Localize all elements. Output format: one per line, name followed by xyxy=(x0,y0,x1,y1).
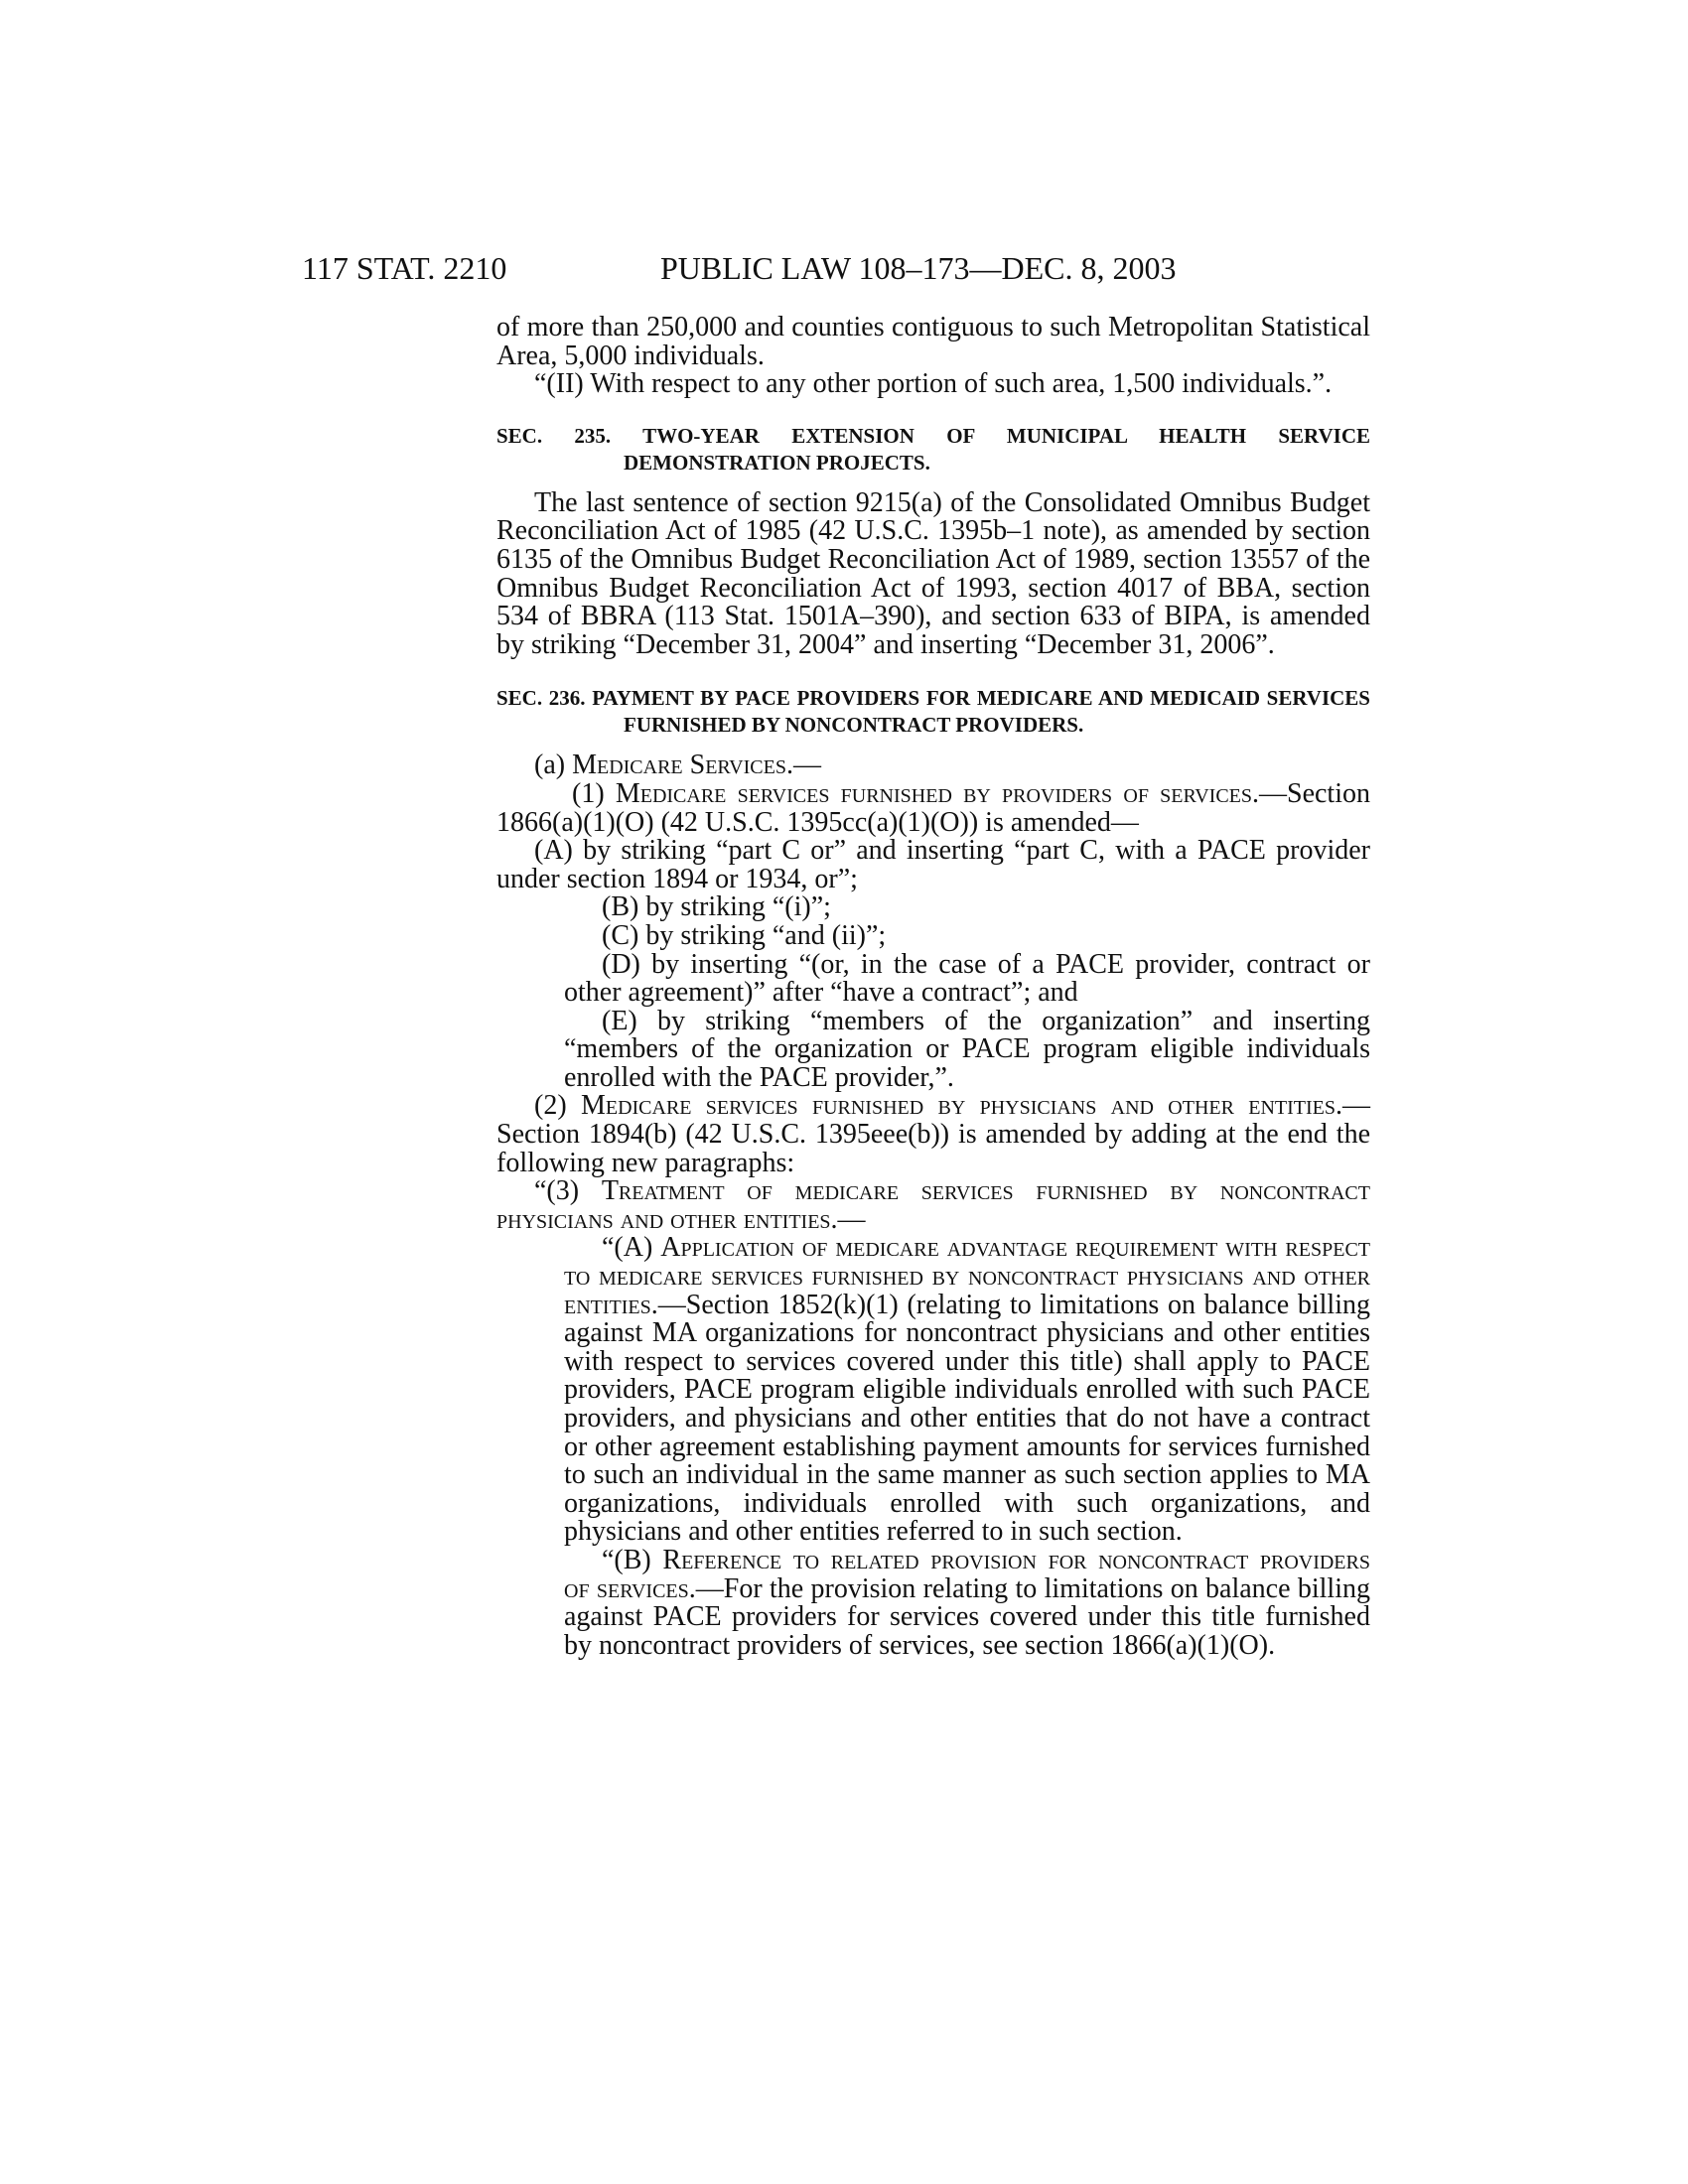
quoted-subparagraph-A-label: “(A) xyxy=(602,1232,661,1264)
paragraph-a1-title: Medicare services furnished by providers of services. xyxy=(615,777,1259,809)
quoted-paragraph-3-label: “(3) xyxy=(534,1175,602,1207)
section-235-heading: SEC. 235. TWO-YEAR EXTENSION OF MUNICIPAL HEALTH SERVICE DEMONSTRATION PROJECTS. xyxy=(496,423,1370,475)
public-law-running-head: PUBLIC LAW 108–173—DEC. 8, 2003 xyxy=(660,250,1177,286)
subsection-a xyxy=(496,751,1370,780)
paragraph-a2-label: (2) xyxy=(534,1090,581,1122)
section-235-text: The last sentence of section 9215(a) of the Consolidated Omnibus Budget Reconciliation Act of 1985 (42 U.S.C. 1395b–1 note), as amended by section 6135 of the Omnibus Budget Reconciliation Act of 1989, section 13557 of the Omnibus Budget Reconciliation Act of 1993, section 4017 of BBA, section 534 of BBRA (113 Stat. 1501A–390), and section 633 of BIPA, is amended by striking “December 31, 2004” and inserting “December 31, 2006”. xyxy=(496,486,1370,660)
subsection-a-label: (a) xyxy=(534,750,573,781)
quoted-paragraph-3 xyxy=(496,1177,1370,1234)
quoted-subparagraph-B xyxy=(496,1544,1370,1661)
quoted-subparagraph-B-text: —For the provision relating to limitations on balance billing against PACE providers for services covered under this title furnished by noncontract providers of services, see section 1866(a)(1)(O). xyxy=(564,1572,1370,1661)
statute-text-column xyxy=(496,314,1370,1660)
quoted-paragraph-3-dash: — xyxy=(837,1203,866,1235)
quoted-subparagraph-A-text: —Section 1852(k)(1) (relating to limitations on balance billing against MA organizations for noncontract physicians and other entities with respect to services covered under this title) shall apply to PACE providers, PACE program eligible individuals enrolled with such PACE providers, and physicians and other entities that do not have a contract or other agreement establishing payment amounts for services furnished to such an individual in the same manner as such section applies to MA organizations, individuals enrolled with such organizations, and physicians and other entities referred to in such section. xyxy=(564,1289,1370,1548)
page-header xyxy=(0,248,1688,288)
subclause-ii: “(II) With respect to any other portion of such area, 1,500 individuals.”. xyxy=(534,368,1333,400)
quoted-subparagraph-B-title: Reference to related provision for noncontract providers of services. xyxy=(564,1544,1370,1604)
continued-paragraph: of more than 250,000 and counties contiguous to such Metropolitan Statistical Area, 5,000 individuals. xyxy=(496,312,1370,371)
paragraph-a2 xyxy=(496,1092,1370,1177)
subparagraph-a1-E: (E) by striking “members of the organization” and inserting “members of the organization or PACE program eligible individuals enrolled with the PACE provider,”. xyxy=(564,1005,1370,1093)
subparagraph-a1-A: (A) by striking “part C or” and inserting “part C, with a PACE provider under section 1894 or 1934, or”; xyxy=(496,835,1370,894)
quoted-subparagraph-B-label: “(B) xyxy=(602,1544,663,1575)
paragraph-a2-text: —Section 1894(b) (42 U.S.C. 1395eee(b)) is amended by adding at the end the following new paragraphs: xyxy=(496,1090,1371,1178)
paragraph-a1-label: (1) xyxy=(572,777,616,809)
quoted-paragraph-3-title: Treatment of medicare services furnished by noncontract physicians and other entities. xyxy=(496,1175,1370,1235)
paragraph-a2-title: Medicare services furnished by physicians and other entities. xyxy=(580,1090,1343,1122)
section-236-heading: SEC. 236. PAYMENT BY PACE PROVIDERS FOR MEDICARE AND MEDICAID SERVICES FURNISHED BY NONCONTRACT PROVIDERS. xyxy=(496,686,1370,738)
subsection-a-title: Medicare Services.— xyxy=(572,750,821,781)
subparagraph-a1-B: (B) by striking “(i)”; xyxy=(602,891,831,923)
paragraph-a1 xyxy=(496,777,1370,838)
subparagraph-a1-C: (C) by striking “and (ii)”; xyxy=(602,919,887,951)
subparagraph-a1-D: (D) by inserting “(or, in the case of a PACE provider, contract or other agreement)” after “have a contract”; and xyxy=(564,948,1370,1009)
quoted-subparagraph-A xyxy=(496,1234,1370,1547)
paragraph-a1-text: —Section 1866(a)(1)(O) (42 U.S.C. 1395cc(a)(1)(O)) is amended— xyxy=(496,777,1370,838)
stat-page-number: 117 STAT. 2210 xyxy=(302,250,507,286)
quoted-subparagraph-A-title: Application of medicare advantage requirement with respect to medicare services furnished by noncontract physicians and other entities. xyxy=(564,1232,1370,1320)
